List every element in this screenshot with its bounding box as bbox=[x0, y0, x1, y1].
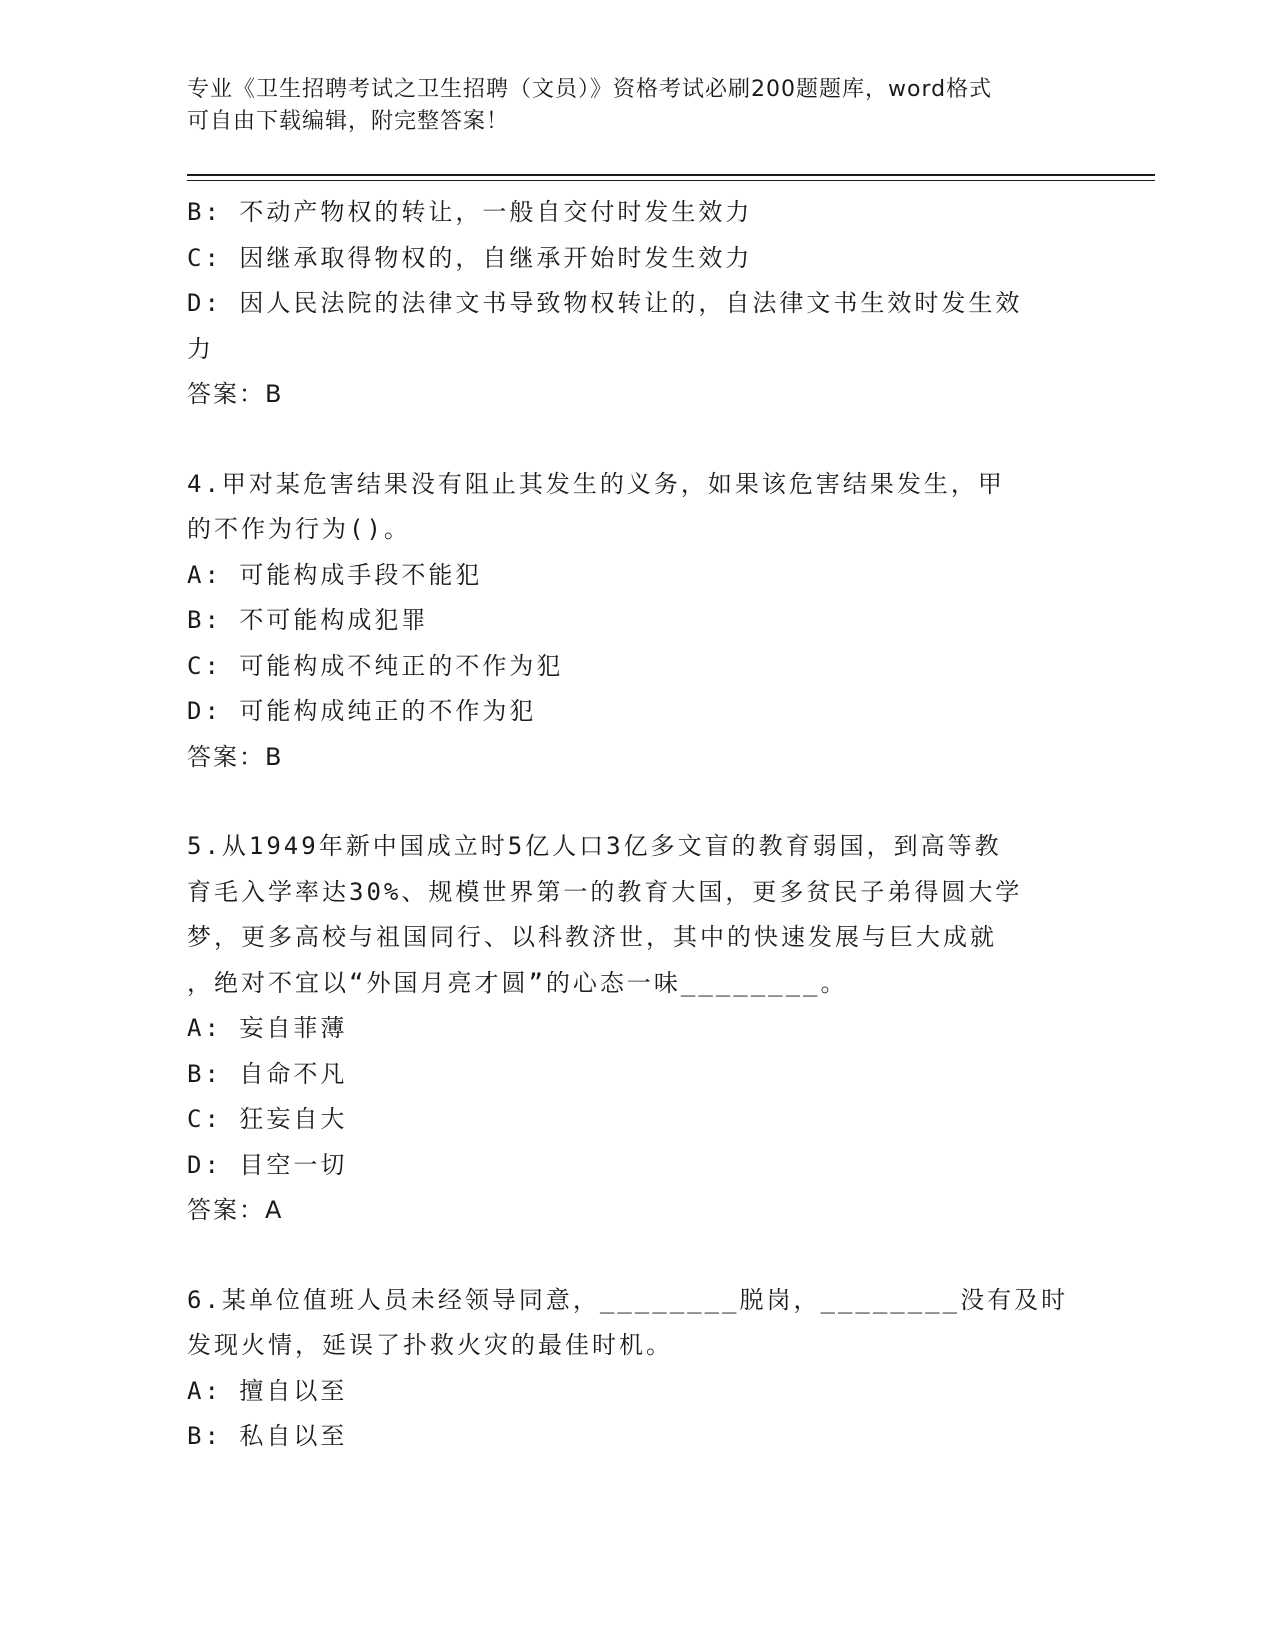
document-header bbox=[187, 74, 1067, 138]
header-rule-thin bbox=[187, 180, 1155, 181]
option-c: C: 狂妄自大 bbox=[187, 1105, 348, 1133]
question-stem-continued: 梦，更多高校与祖国同行、以科教济世，其中的快速发展与巨大成就 bbox=[187, 923, 997, 951]
answer: 答案：B bbox=[187, 742, 284, 771]
question-4 bbox=[187, 462, 1087, 781]
spacer bbox=[187, 780, 1087, 824]
question-6 bbox=[187, 1278, 1087, 1460]
option-a: A: 擅自以至 bbox=[187, 1376, 348, 1405]
header-line-2: 可自由下载编辑，附完整答案！ bbox=[187, 109, 510, 134]
option-d: D: 目空一切 bbox=[187, 1150, 348, 1179]
question-stem: 5.从1949年新中国成立时5亿人口3亿多文盲的教育弱国，到高等教 bbox=[187, 832, 1002, 860]
option-a: A: 可能构成手段不能犯 bbox=[187, 560, 483, 589]
spacer bbox=[187, 418, 1087, 462]
question-list bbox=[187, 190, 1087, 1460]
option-b: B: 不可能构成犯罪 bbox=[187, 606, 429, 634]
question-stem-continued: 的不作为行为()。 bbox=[187, 515, 411, 543]
question-stem-continued: 育毛入学率达30%、规模世界第一的教育大国，更多贫民子弟得圆大学 bbox=[187, 877, 1023, 906]
option-d: D: 可能构成纯正的不作为犯 bbox=[187, 697, 537, 725]
option-d-continued: 力 bbox=[187, 334, 214, 363]
spacer bbox=[187, 1234, 1087, 1278]
option-c: C: 因继承取得物权的，自继承开始时发生效力 bbox=[187, 243, 753, 272]
question-stem: 6.某单位值班人员未经领导同意，________脱岗，________没有及时 bbox=[187, 1285, 1069, 1314]
question-stem-continued: ，绝对不宜以“外国月亮才圆”的心态一味________。 bbox=[187, 968, 848, 997]
option-d: D: 因人民法院的法律文书导致物权转让的，自法律文书生效时发生效 bbox=[187, 289, 1023, 317]
question-3 bbox=[187, 190, 1087, 418]
option-b: B: 自命不凡 bbox=[187, 1059, 348, 1088]
option-b: B: 私自以至 bbox=[187, 1422, 348, 1450]
question-stem-continued: 发现火情，延误了扑救火灾的最佳时机。 bbox=[187, 1331, 673, 1359]
header-rule-thick bbox=[187, 174, 1155, 176]
option-b: B: 不动产物权的转让，一般自交付时发生效力 bbox=[187, 198, 753, 226]
question-5 bbox=[187, 824, 1087, 1234]
answer: 答案：B bbox=[187, 380, 284, 408]
option-a: A: 妄自菲薄 bbox=[187, 1014, 348, 1042]
option-c: C: 可能构成不纯正的不作为犯 bbox=[187, 651, 564, 680]
header-line-1: 专业《卫生招聘考试之卫生招聘（文员）》资格考试必刷200题题库，word格式 bbox=[187, 77, 993, 102]
answer: 答案：A bbox=[187, 1196, 284, 1224]
question-stem: 4.甲对某危害结果没有阻止其发生的义务，如果该危害结果发生，甲 bbox=[187, 469, 1005, 498]
